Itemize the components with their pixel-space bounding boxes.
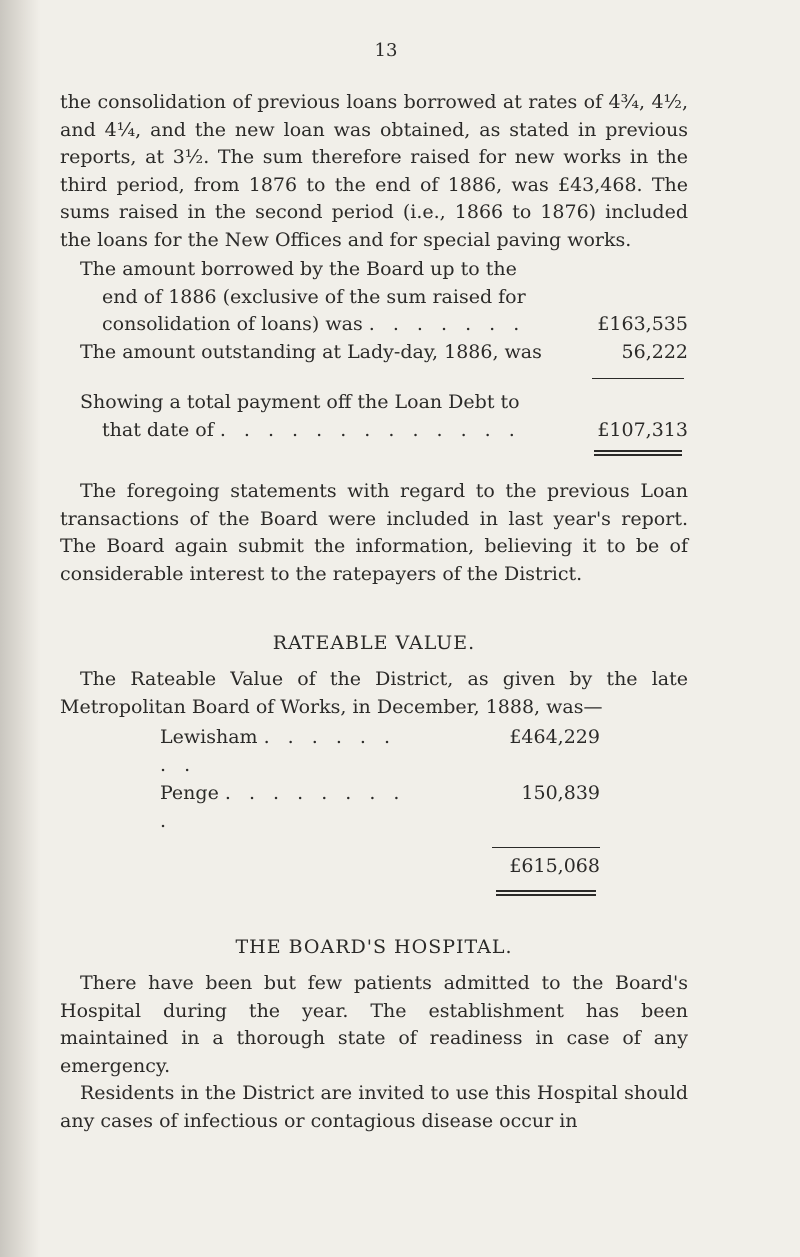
total-double-rule	[594, 450, 682, 456]
outstanding-amount: 56,222	[621, 340, 688, 363]
total-row	[60, 389, 688, 444]
total-dots: . . . . . . . . . . . . .	[219, 418, 521, 441]
rateable-total-row	[60, 852, 688, 880]
total-label	[60, 389, 570, 444]
borrowed-amount: £163,535	[597, 313, 688, 335]
rateable-total-amount: £615,068	[509, 855, 600, 877]
page-number: 13	[374, 40, 398, 61]
binding-shadow	[0, 0, 40, 1257]
outstanding-row	[60, 339, 688, 367]
rateable-value-table	[60, 723, 688, 896]
rateable-row-amount: £464,229	[509, 726, 600, 748]
borrowed-label-line2: end of 1886 (exclusive of the sum raised for	[102, 285, 526, 308]
rateable-row-lewisham	[60, 723, 688, 779]
rateable-double-rule	[496, 890, 596, 896]
rateable-row-label: Penge	[160, 782, 219, 804]
hospital-paragraph-2: Residents in the District are invited to use this Hospital should any cases of infectious or contagious disease occur in	[60, 1082, 688, 1132]
rateable-row-dots: . . . . . . . .	[160, 726, 397, 776]
borrowed-label	[60, 256, 570, 339]
rateable-row-dots: . . . . . . . . .	[160, 782, 406, 832]
rateable-row-label: Lewisham	[160, 726, 258, 748]
hospital-heading: THE BOARD'S HOSPITAL.	[235, 936, 513, 958]
rateable-row-amount: 150,839	[521, 782, 600, 804]
rateable-value-heading: RATEABLE VALUE.	[272, 632, 476, 654]
outstanding-label: The amount outstanding at Lady-day, 1886, was	[80, 340, 542, 363]
borrowed-row	[60, 256, 688, 339]
document-page	[60, 40, 688, 1135]
borrowed-label-line1: The amount borrowed by the Board up to the	[80, 258, 517, 280]
borrowed-dots: . . . . . . .	[368, 313, 526, 335]
rateable-subtotal-rule	[492, 847, 600, 848]
rateable-value-intro: The Rateable Value of the District, as given by the late Metropolitan Board of Works, in December, 1888, was—	[60, 668, 688, 718]
rateable-row-penge	[60, 779, 688, 835]
foregoing-paragraph: The foregoing statements with regard to the previous Loan transactions of the Board were included in last year's report. The Board again submit the information, believing it to be of considerable interest to the ratepayers of the District.	[60, 480, 688, 585]
loan-account	[60, 256, 688, 456]
total-amount: £107,313	[597, 418, 688, 441]
intro-paragraph: the consolidation of previous loans borrowed at rates of 4¾, 4½, and 4¼, and the new loan was obtained, as stated in previous reports, at 3½. The sum therefore raised for new works in the third period, from 1876 to the end of 1886, was £43,468. The sums raised in the second period (i.e., 1866 to 1876) included the loans for the New Offices and for special paving works.	[60, 91, 688, 251]
subtotal-rule	[592, 378, 684, 379]
borrowed-label-line3: consolidation of loans) was	[102, 313, 363, 335]
total-label-line2: that date of	[102, 418, 214, 441]
total-label-line1: Showing a total payment off the Loan Debt to	[80, 391, 520, 413]
hospital-paragraph-1: There have been but few patients admitted to the Board's Hospital during the year. The establishment has been maintained in a thorough state of readiness in case of any emergency.	[60, 972, 688, 1077]
